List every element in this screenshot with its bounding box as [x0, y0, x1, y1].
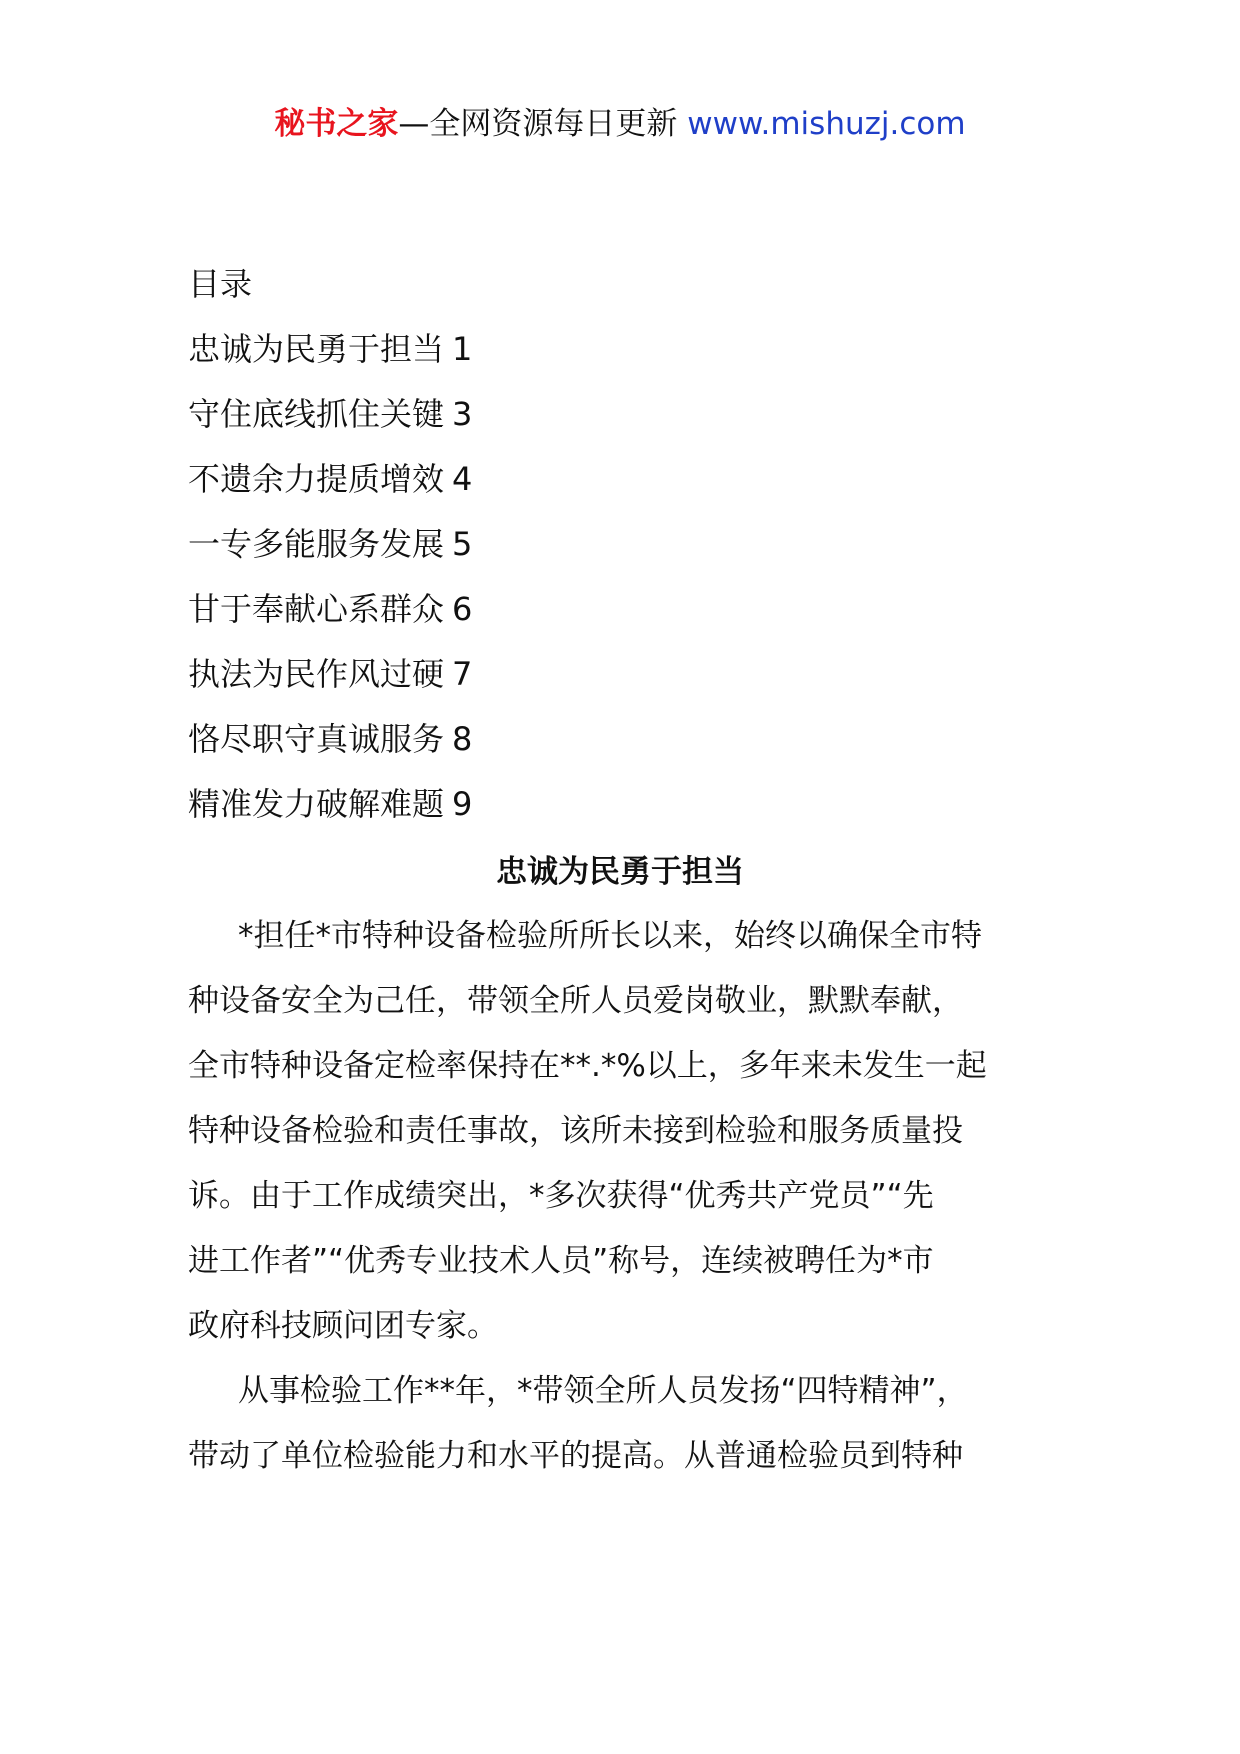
body-line: 从事检验工作**年，*带领全所人员发扬“四特精神”，: [238, 1373, 968, 1409]
toc-item[interactable]: [188, 585, 472, 650]
toc-item[interactable]: [188, 780, 472, 845]
toc-item-page: 5: [452, 525, 473, 563]
article-title: 忠诚为民勇于担当: [496, 854, 744, 890]
toc-item-label: 守住底线抓住关键: [188, 395, 445, 433]
toc-item[interactable]: [188, 520, 472, 585]
toc-item[interactable]: [188, 650, 472, 715]
body-line: 政府科技顾问团专家。: [188, 1308, 498, 1344]
toc-item-page: 7: [452, 655, 473, 693]
body-line: 诉。由于工作成绩突出，*多次获得“优秀共产党员”“先: [188, 1178, 934, 1214]
toc-item-page: 8: [452, 720, 473, 758]
body-line: 带动了单位检验能力和水平的提高。从普通检验员到特种: [188, 1438, 963, 1474]
body-line: 特种设备检验和责任事故，该所未接到检验和服务质量投: [188, 1113, 963, 1149]
toc-item-label: 精准发力破解难题: [188, 785, 445, 823]
body-line: *担任*市特种设备检验所所长以来，始终以确保全市特: [238, 918, 982, 954]
toc-list: [188, 325, 472, 845]
body-line: 种设备安全为己任，带领全所人员爱岗敬业，默默奉献，: [188, 983, 963, 1019]
toc-item-page: 3: [452, 395, 473, 433]
body-line: 全市特种设备定检率保持在**.*%以上，多年来未发生一起: [188, 1048, 987, 1084]
toc-item[interactable]: [188, 325, 472, 390]
site-header: [0, 100, 1240, 148]
toc-item-page: 1: [452, 330, 473, 368]
toc-item-label: 甘于奉献心系群众: [188, 590, 445, 628]
site-url-link[interactable]: www.mishuzj.com: [687, 106, 966, 142]
toc-title: 目录: [188, 265, 253, 303]
article-body: [188, 912, 1050, 1497]
toc-item-label: 一专多能服务发展: [188, 525, 445, 563]
toc-item-label: 不遗余力提质增效: [188, 460, 445, 498]
site-brand: 秘书之家: [274, 106, 399, 142]
site-slogan: —全网资源每日更新: [398, 106, 688, 142]
toc-item[interactable]: [188, 715, 472, 780]
toc-item-label: 恪尽职守真诚服务: [188, 720, 445, 758]
toc-item[interactable]: [188, 455, 472, 520]
toc-item-label: 忠诚为民勇于担当: [188, 330, 445, 368]
toc-item-page: 9: [452, 785, 473, 823]
toc-item-page: 4: [452, 460, 473, 498]
body-line: 进工作者”“优秀专业技术人员”称号，连续被聘任为*市: [188, 1243, 934, 1279]
toc-item-page: 6: [452, 590, 473, 628]
toc-item-label: 执法为民作风过硬: [188, 655, 445, 693]
toc-item[interactable]: [188, 390, 472, 455]
